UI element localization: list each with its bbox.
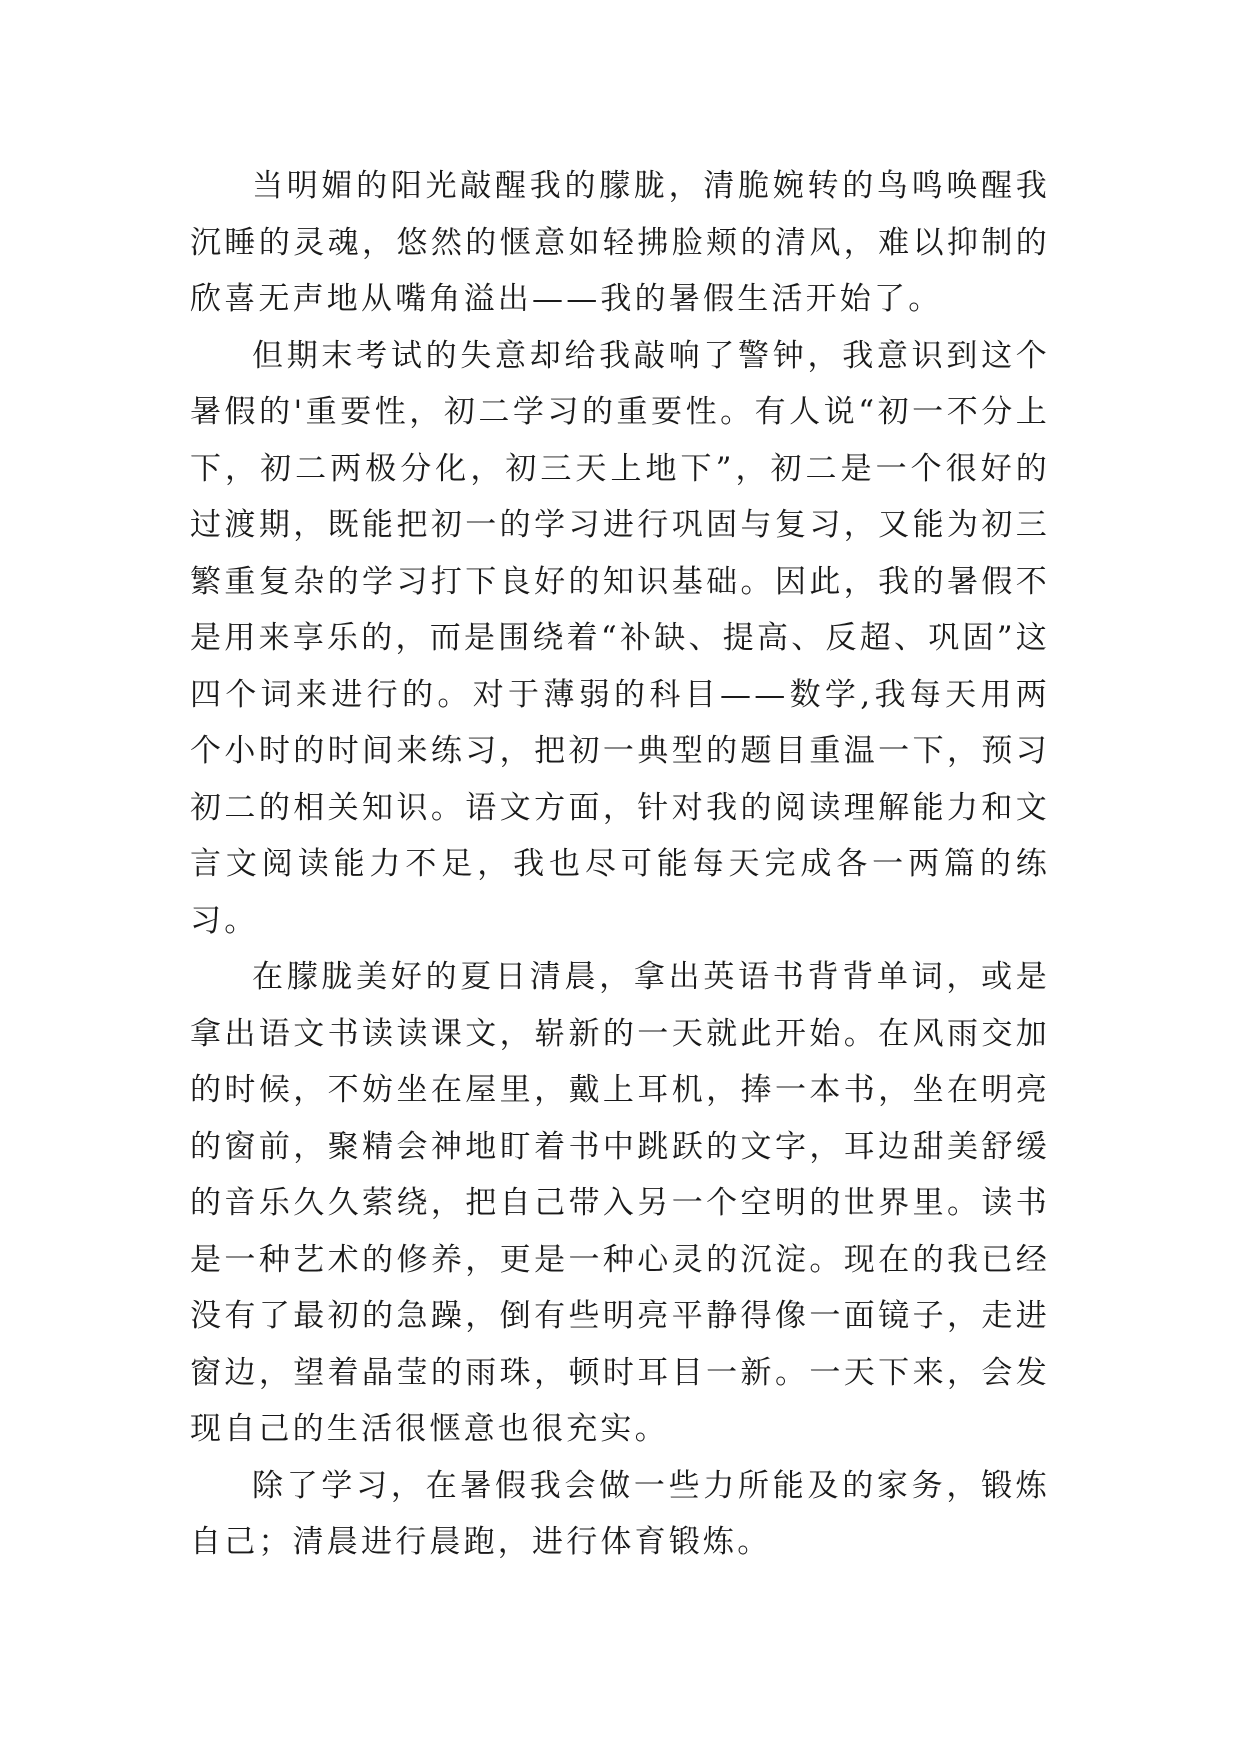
paragraph-2: 但期末考试的失意却给我敲响了警钟，我意识到这个暑假的'重要性，初二学习的重要性。有人说“初一不分上下，初二两极分化，初三天上地下”，初二是一个很好的过渡期，既能把初一的学习进行巩固与复习，又能为初三繁重复杂的学习打下良好的知识基础。因此，我的暑假不是用来享乐的，而是围绕着“补缺、提高、反超、巩固”这四个词来进行的。对于薄弱的科目——数学,我每天用两个小时的时间来练习，把初一典型的题目重温一下，预习初二的相关知识。语文方面，针对我的阅读理解能力和文言文阅读能力不足，我也尽可能每天完成各一两篇的练习。 [190, 337, 1050, 939]
document-body [190, 158, 1050, 1571]
paragraph-3: 在朦胧美好的夏日清晨，拿出英语书背背单词，或是拿出语文书读读课文，崭新的一天就此开始。在风雨交加的时候，不妨坐在屋里，戴上耳机，捧一本书，坐在明亮的窗前，聚精会神地盯着书中跳跃的文字，耳边甜美舒缓的音乐久久萦绕，把自己带入另一个空明的世界里。读书是一种艺术的修养，更是一种心灵的沉淀。现在的我已经没有了最初的急躁，倒有些明亮平静得像一面镜子，走进窗边，望着晶莹的雨珠，顿时耳目一新。一天下来，会发现自己的生活很惬意也很充实。 [190, 959, 1050, 1447]
paragraph-1: 当明媚的阳光敲醒我的朦胧，清脆婉转的鸟鸣唤醒我沉睡的灵魂，悠然的惬意如轻拂脸颊的清风，难以抑制的欣喜无声地从嘴角溢出——我的暑假生活开始了。 [190, 168, 1050, 317]
paragraph-4: 除了学习，在暑假我会做一些力所能及的家务，锻炼自己；清晨进行晨跑，进行体育锻炼。 [190, 1467, 1050, 1560]
